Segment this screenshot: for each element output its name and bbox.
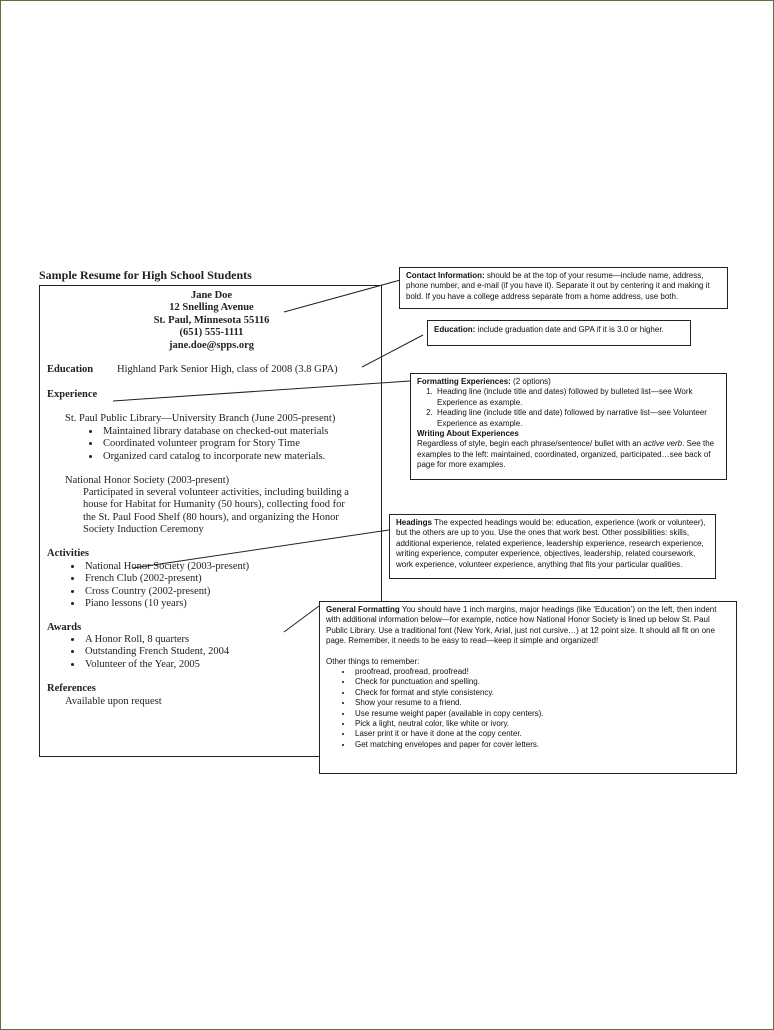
note-label: Contact Information: xyxy=(406,271,485,280)
education-text: Highland Park Senior High, class of 2008 (3.8 GPA) xyxy=(117,364,338,375)
narrative-line: the St. Paul Food Shelf (80 hours), and organizing the Honor xyxy=(83,511,339,523)
note-label: Writing About Experiences xyxy=(417,429,519,439)
contact-city: St. Paul, Minnesota 55116 xyxy=(153,314,270,326)
references-heading: References xyxy=(47,683,96,694)
contact-phone: (651) 555-1111 xyxy=(179,327,244,339)
list-item: • French Club (2002-present) xyxy=(83,573,249,585)
note-label: Education: xyxy=(434,325,476,334)
note-label: General Formatting xyxy=(326,605,400,614)
experience-heading: Experience xyxy=(47,389,98,400)
list-item: • Cross Country (2002-present) xyxy=(83,586,249,598)
note-suffix: (2 options) xyxy=(513,377,551,386)
narrative-line: Participated in several volunteer activities, including building a xyxy=(83,487,349,498)
note-headings xyxy=(389,514,716,579)
connector-formatting xyxy=(113,381,410,401)
contact-street: 12 Snelling Avenue xyxy=(169,302,254,314)
note-text: . See the examples to the left: maintained, coordinated, organized, participated…see back of page for more examples. xyxy=(417,439,715,470)
list-item: • Outstanding French Student, 2004 xyxy=(83,646,229,658)
connector-headings xyxy=(133,530,389,568)
note-education xyxy=(427,320,691,346)
connector-general xyxy=(284,606,319,632)
list-item: • Laser print it or have it done at the copy center. xyxy=(353,729,730,739)
note-general-formatting xyxy=(319,601,737,774)
narrative-line: house for Habitat for Humanity (50 hours), collecting food for xyxy=(83,499,345,511)
education-heading: Education xyxy=(47,364,94,375)
list-item: • Volunteer of the Year, 2005 xyxy=(83,659,229,671)
list-item: • Check for punctuation and spelling. xyxy=(353,677,730,687)
list-item: • Pick a light, neutral color, like white or ivory. xyxy=(353,719,730,729)
list-item: • National Honor Society (2003-present) xyxy=(83,561,249,573)
list-item: • proofread, proofread, proofread! xyxy=(353,667,730,677)
list-item: 1. Heading line (include title and dates) followed by bulleted list—see Work Experience as example. xyxy=(435,387,720,408)
note-text: The expected headings would be: education, experience (work or volunteer), but the others are up to you. Use the ones that work best. Other possibilities: skills, additional experience, related experience, leadership experience, research experience, writing experience, computer experience, objectives, leadership, related coursework, work experience, volunteer experience, anything that fits your particular qualities. xyxy=(396,518,706,569)
connector-contact xyxy=(284,279,404,312)
list-item: • Piano lessons (10 years) xyxy=(83,598,249,610)
list-item: • Get matching envelopes and paper for cover letters. xyxy=(353,740,730,750)
list-item: • Organized card catalog to incorporate new materials. xyxy=(101,451,328,463)
list-item: • Maintained library database on checked-out materials xyxy=(101,426,328,438)
activities-heading: Activities xyxy=(47,548,89,559)
job1-title: St. Paul Public Library—University Branch (June 2005-present) xyxy=(65,413,336,424)
note-label: Formatting Experiences: xyxy=(417,377,511,386)
note-text: include graduation date and GPA if it is 3.0 or higher. xyxy=(477,325,664,334)
list-item: • Use resume weight paper (available in copy centers). xyxy=(353,709,730,719)
note-label: Headings xyxy=(396,518,433,527)
note-text: should be at the top of your resume—include name, address, phone number, and e-mail (if you have it). Separate it out by centering it and making it bold. If you have a college address separate from a home address, use both. xyxy=(406,271,710,301)
contact-email: jane.doe@spps.org xyxy=(168,339,255,351)
note-contact-information xyxy=(399,267,728,309)
job2-title: National Honor Society (2003-present) xyxy=(65,475,230,486)
note-formatting-experiences xyxy=(410,373,727,480)
document-title: Sample Resume for High School Students xyxy=(39,268,252,282)
note-emphasis: active verb xyxy=(643,439,683,449)
references-text: Available upon request xyxy=(65,696,162,707)
list-item: • A Honor Roll, 8 quarters xyxy=(83,634,229,646)
connector-education xyxy=(362,335,423,367)
awards-heading: Awards xyxy=(47,622,82,633)
list-item: • Check for format and style consistency. xyxy=(353,688,730,698)
contact-name: Jane Doe xyxy=(190,290,233,301)
note-subheading: Other things to remember: xyxy=(326,656,420,666)
narrative-line: Society Induction Ceremony xyxy=(83,524,204,536)
note-text: Regardless of style, begin each phrase/sentence/ bullet with an xyxy=(417,439,642,449)
list-item: • Show your resume to a friend. xyxy=(353,698,730,708)
note-text: You should have 1 inch margins, major headings (like ‘Education’) on the left, then indent with additional information below—for example, notice how National Honor Society is lined up below St. Paul Public Library. Use a traditional font (New York, Arial, just not cursive…) at 12 point size. It should all fit on one page. Remember, it needs to be easy to read—keep it simple and organized! xyxy=(326,605,717,646)
list-item: 2. Heading line (include title and date) followed by narrative list—see Volunteer Experience as example. xyxy=(435,408,720,429)
list-item: • Coordinated volunteer program for Story Time xyxy=(101,438,328,450)
